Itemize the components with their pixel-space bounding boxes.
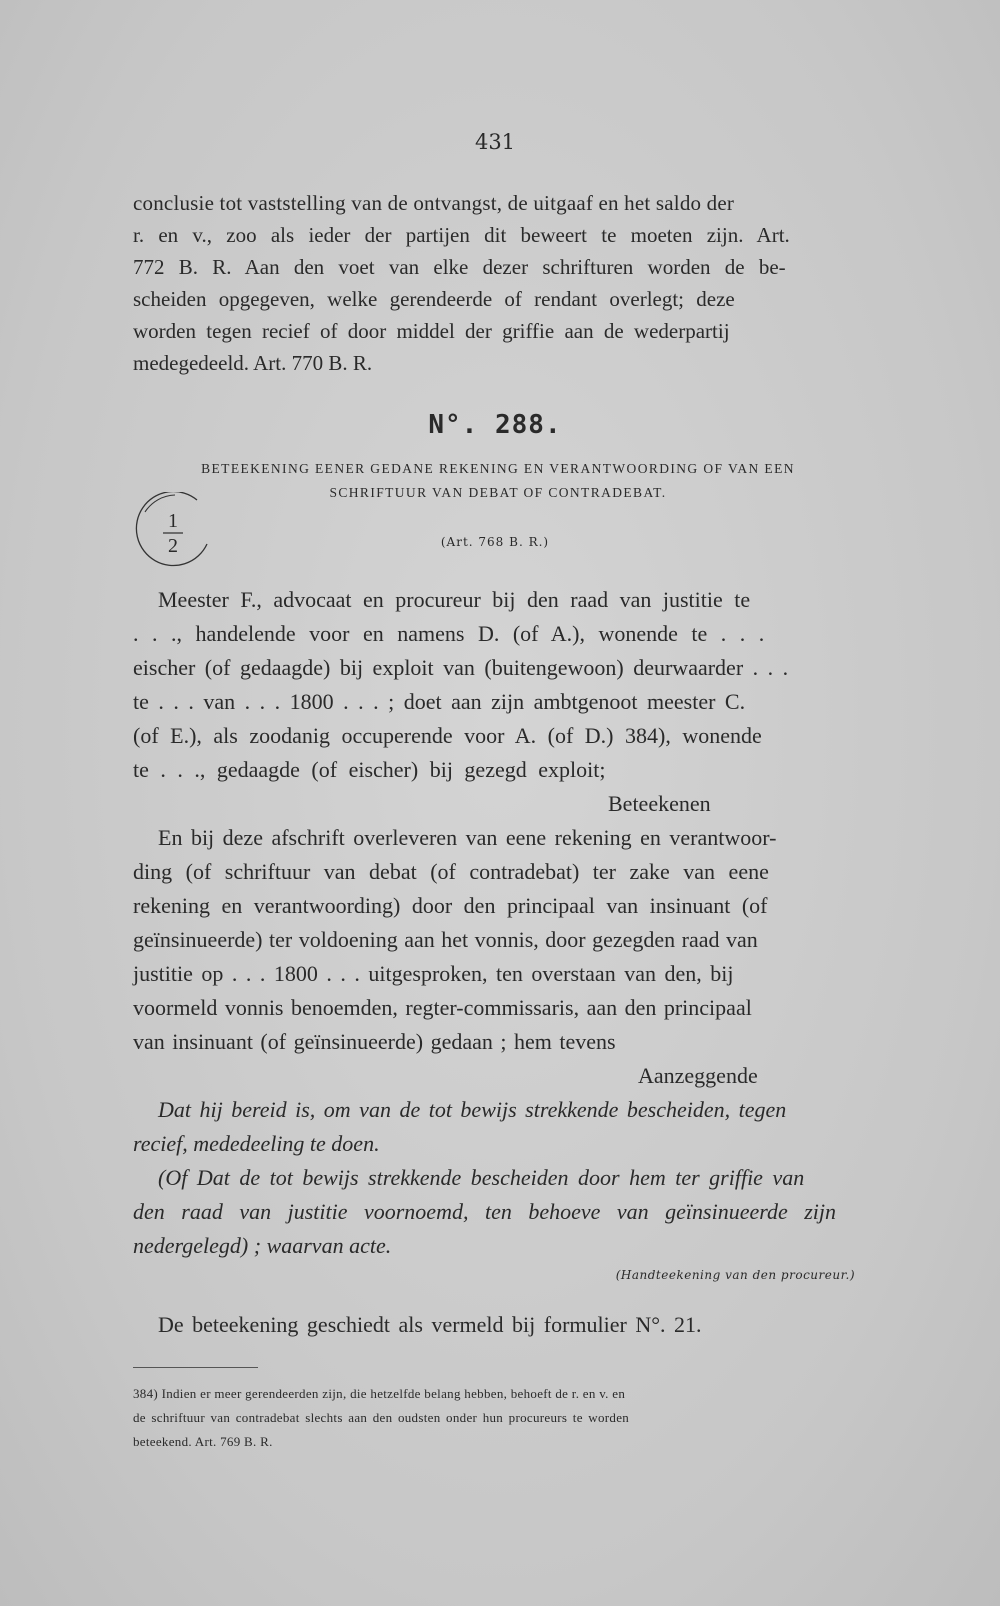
body-line: eischer (of gedaagde) bij exploit van (buitengewoon) deurwaarder . . . — [133, 655, 789, 680]
main-line: justitie op . . . 1800 . . . uitgesproken, ten overstaan van den, bij — [133, 961, 734, 986]
stamp-denominator: 2 — [168, 535, 178, 557]
italic-line: recief, mededeeling te doen. — [133, 1131, 380, 1156]
form-title — [133, 457, 863, 505]
fraction-stamp-icon — [135, 492, 215, 572]
intro-paragraph — [133, 187, 863, 379]
form-title-line: SCHRIFTUUR VAN DEBAT OF CONTRADEBAT. — [329, 485, 667, 500]
main-line: ding (of schriftuur van debat (of contradebat) ter zake van eene — [133, 859, 769, 884]
main-line: geïnsinueerde) ter voldoening aan het vonnis, door gezegden raad van — [133, 927, 758, 952]
form-number: N°. 288. — [428, 410, 562, 440]
body-line: te . . ., gedaagde (of eischer) bij gezegd exploit; — [133, 757, 606, 782]
aanzeggende-heading: Aanzeggende — [638, 1063, 758, 1088]
signature-note: (Handteekening van den procureur.) — [615, 1268, 855, 1282]
intro-line: r. en v., zoo als ieder der partijen dit beweert te moeten zijn. Art. — [133, 223, 790, 247]
page-number: 431 — [474, 130, 516, 154]
main-line: rekening en verantwoording) door den principaal van insinuant (of — [133, 893, 768, 918]
main-line: van insinuant (of geïnsinueerde) gedaan ; hem tevens — [133, 1029, 616, 1054]
article-reference: (Art. 768 B. R.) — [440, 535, 550, 549]
alternative-line: nedergelegd) ; waarvan acte. — [133, 1233, 392, 1258]
body-line: (of E.), als zoodanig occuperende voor A. (of D.) 384), wonende — [133, 723, 762, 748]
intro-line: conclusie tot vaststelling van de ontvangst, de uitgaaf en het saldo der — [133, 191, 735, 215]
intro-line: 772 B. R. Aan den voet van elke dezer schrifturen worden de be- — [133, 255, 786, 279]
intro-line: scheiden opgegeven, welke gerendeerde of rendant overlegt; deze — [133, 287, 735, 311]
footnote-line: beteekend. Art. 769 B. R. — [133, 1434, 273, 1449]
body-line: te . . . van . . . 1800 . . . ; doet aan zijn ambtgenoot meester C. — [133, 689, 746, 714]
footnote-line: de schriftuur van contradebat slechts aan den oudsten onder hun procureurs te worden — [133, 1410, 630, 1425]
intro-line: worden tegen recief of door middel der griffie aan de wederpartij — [133, 319, 730, 343]
intro-line: medegedeeld. Art. 770 B. R. — [133, 351, 373, 375]
stamp-numerator: 1 — [168, 510, 178, 532]
closing-line: De beteekening geschiedt als vermeld bij formulier N°. 21. — [158, 1312, 702, 1337]
footnote-divider — [133, 1367, 258, 1368]
italic-line: Dat hij bereid is, om van de tot bewijs strekkende bescheiden, tegen — [158, 1097, 787, 1122]
footnote — [133, 1382, 863, 1454]
beteekenen-heading: Beteekenen — [608, 791, 711, 816]
footnote-line: 384) Indien er meer gerendeerden zijn, die hetzelfde belang hebben, behoeft de r. en v. en — [133, 1386, 626, 1401]
form-title-line: BETEEKENING EENER GEDANE REKENING EN VERANTWOORDING OF VAN EEN — [201, 461, 795, 476]
main-line: voormeld vonnis benoemden, regter-commissaris, aan den principaal — [133, 995, 752, 1020]
body-line: Meester F., advocaat en procureur bij den raad van justitie te — [158, 587, 751, 612]
alternative-line: den raad van justitie voornoemd, ten behoeve van geïnsinueerde zijn — [133, 1199, 837, 1224]
form-body — [133, 583, 863, 1263]
body-line: . . ., handelende voor en namens D. (of A.), wonende te . . . — [133, 621, 765, 646]
main-line: En bij deze afschrift overleveren van eene rekening en verantwoor- — [158, 825, 777, 850]
alternative-line: (Of Dat de tot bewijs strekkende bescheiden door hem ter griffie van — [158, 1165, 805, 1190]
